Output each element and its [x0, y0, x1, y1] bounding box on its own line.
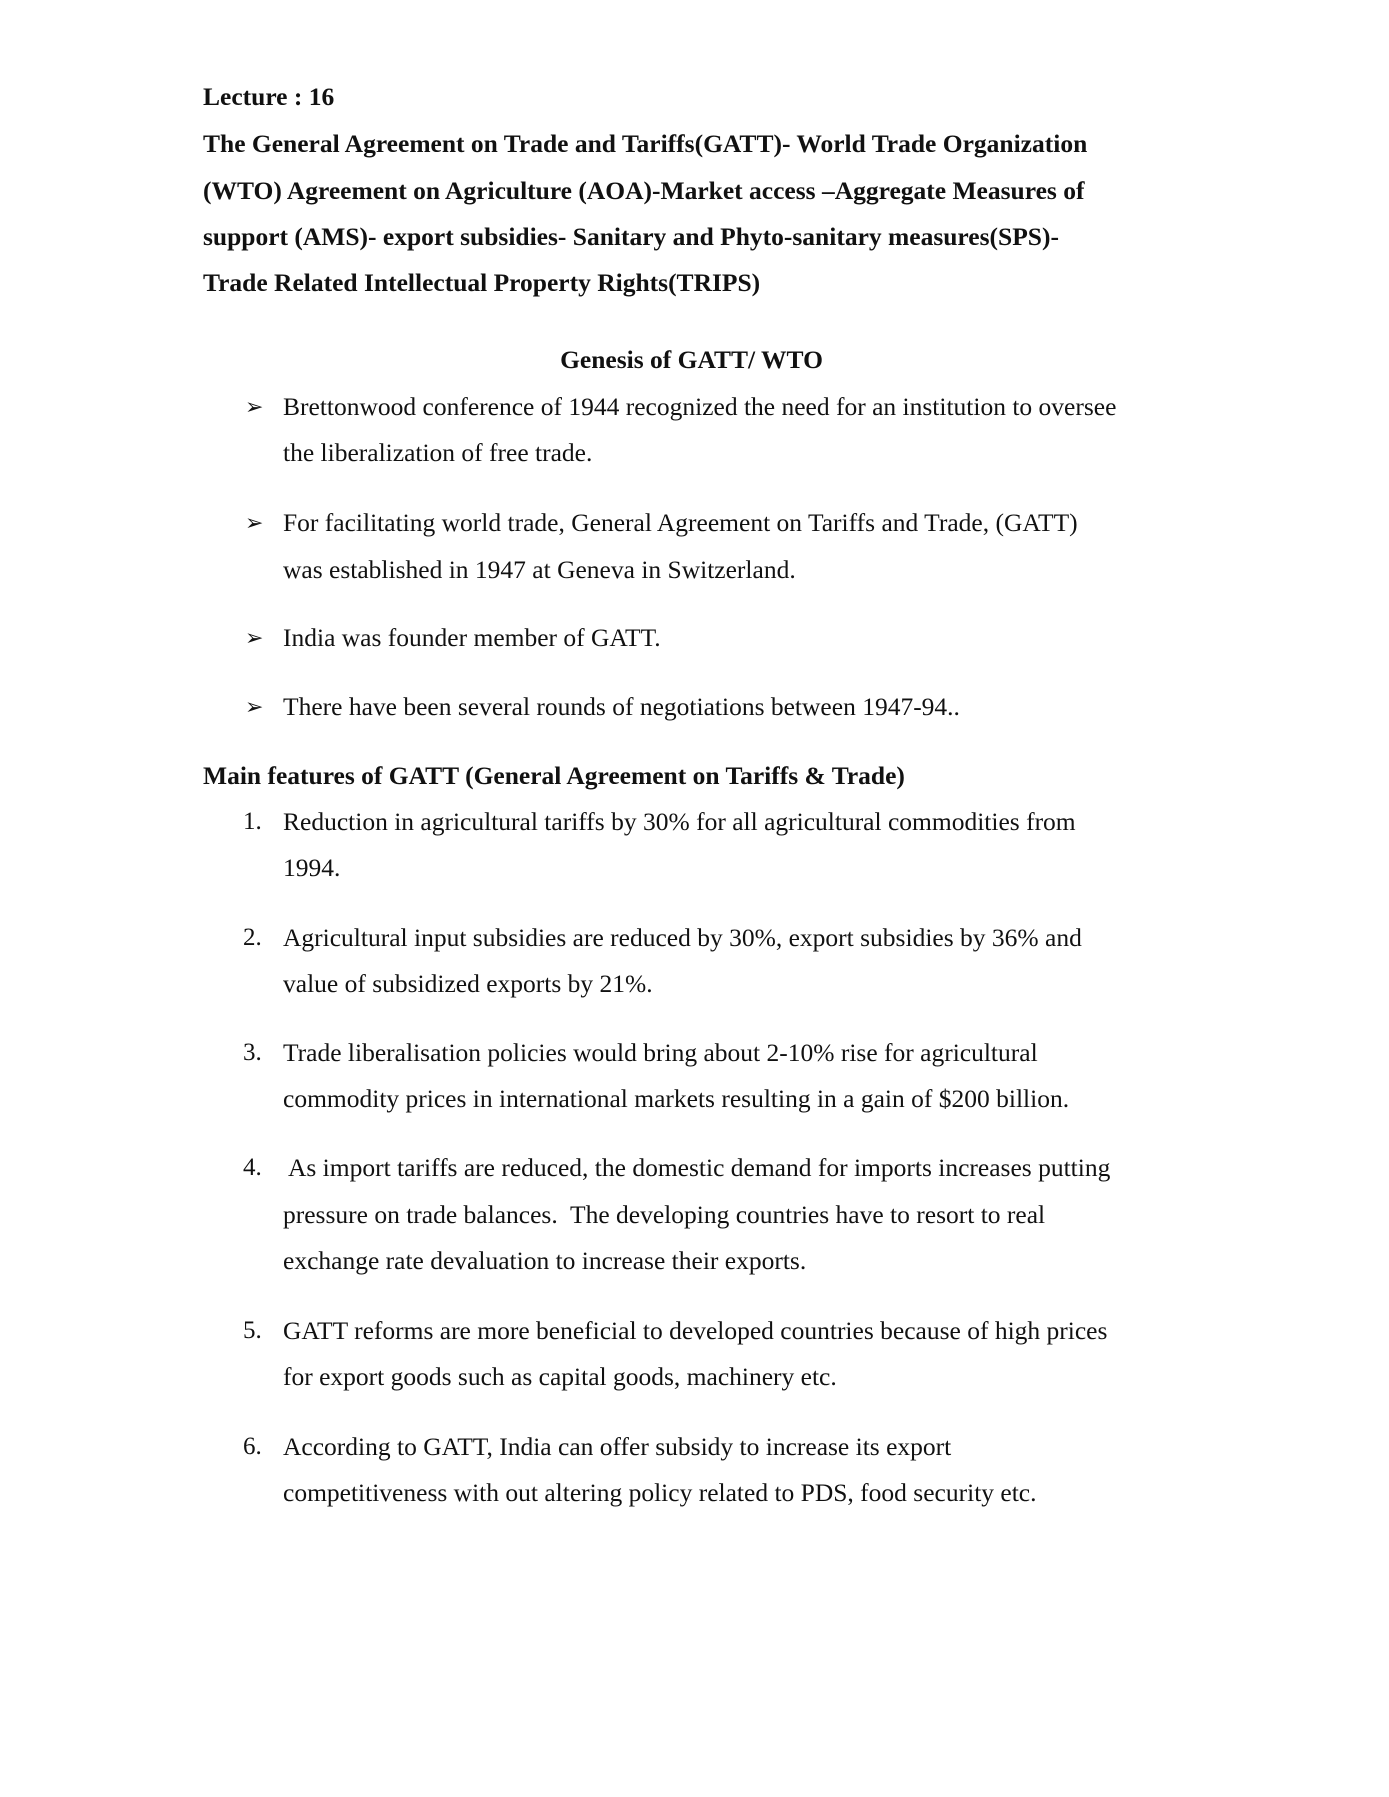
- arrowhead-bullet-icon: ➢: [245, 510, 264, 535]
- list-item-text: value of subsidized exports by 21%.: [283, 969, 653, 998]
- features-heading: Main features of GATT (General Agreement on Tariffs & Trade): [203, 761, 905, 790]
- list-number: 2.: [243, 924, 262, 951]
- list-item-text: As import tariffs are reduced, the domestic demand for imports increases putting: [283, 1153, 1111, 1182]
- bullet-text: India was founder member of GATT.: [283, 623, 661, 652]
- list-item-text: exchange rate devaluation to increase their exports.: [283, 1246, 807, 1275]
- list-number: 3.: [243, 1039, 262, 1066]
- genesis-heading-text: Genesis of GATT/ WTO: [560, 345, 823, 374]
- list-item-text: 1994.: [283, 853, 341, 882]
- lecture-number: Lecture : 16: [203, 82, 335, 111]
- list-item-text: According to GATT, India can offer subsidy to increase its export: [283, 1432, 952, 1461]
- title-line-3: support (AMS)- export subsidies- Sanitary and Phyto-sanitary measures(SPS)-: [203, 222, 1059, 251]
- list-number: 6.: [243, 1433, 262, 1460]
- list-number: 4.: [243, 1154, 262, 1181]
- list-number: 1.: [243, 808, 262, 835]
- title-line-4: Trade Related Intellectual Property Rights(TRIPS): [203, 268, 761, 297]
- arrowhead-bullet-icon: ➢: [245, 694, 264, 719]
- arrowhead-bullet-icon: ➢: [245, 394, 264, 419]
- list-item-text: pressure on trade balances. The developing countries have to resort to real: [283, 1200, 1046, 1229]
- arrowhead-bullet-icon: ➢: [245, 625, 264, 650]
- bullet-text: the liberalization of free trade.: [283, 438, 593, 467]
- list-item-text: for export goods such as capital goods, machinery etc.: [283, 1362, 837, 1391]
- list-number: 5.: [243, 1317, 262, 1344]
- genesis-heading: [0, 345, 1389, 375]
- list-item-text: Trade liberalisation policies would bring about 2-10% rise for agricultural: [283, 1038, 1038, 1067]
- list-item-text: Reduction in agricultural tariffs by 30% for all agricultural commodities from: [283, 807, 1076, 836]
- title-line-2: (WTO) Agreement on Agriculture (AOA)-Market access –Aggregate Measures of: [203, 176, 1085, 205]
- bullet-text: was established in 1947 at Geneva in Switzerland.: [283, 555, 796, 584]
- bullet-text: There have been several rounds of negotiations between 1947-94..: [283, 692, 960, 721]
- list-item-text: GATT reforms are more beneficial to developed countries because of high prices: [283, 1316, 1108, 1345]
- bullet-text: Brettonwood conference of 1944 recognized the need for an institution to oversee: [283, 392, 1117, 421]
- list-item-text: commodity prices in international markets resulting in a gain of $200 billion.: [283, 1084, 1070, 1113]
- title-line-1: The General Agreement on Trade and Tariffs(GATT)- World Trade Organization: [203, 129, 1088, 158]
- bullet-text: For facilitating world trade, General Agreement on Tariffs and Trade, (GATT): [283, 508, 1078, 537]
- list-item-text: Agricultural input subsidies are reduced by 30%, export subsidies by 36% and: [283, 923, 1082, 952]
- list-item-text: competitiveness with out altering policy related to PDS, food security etc.: [283, 1478, 1037, 1507]
